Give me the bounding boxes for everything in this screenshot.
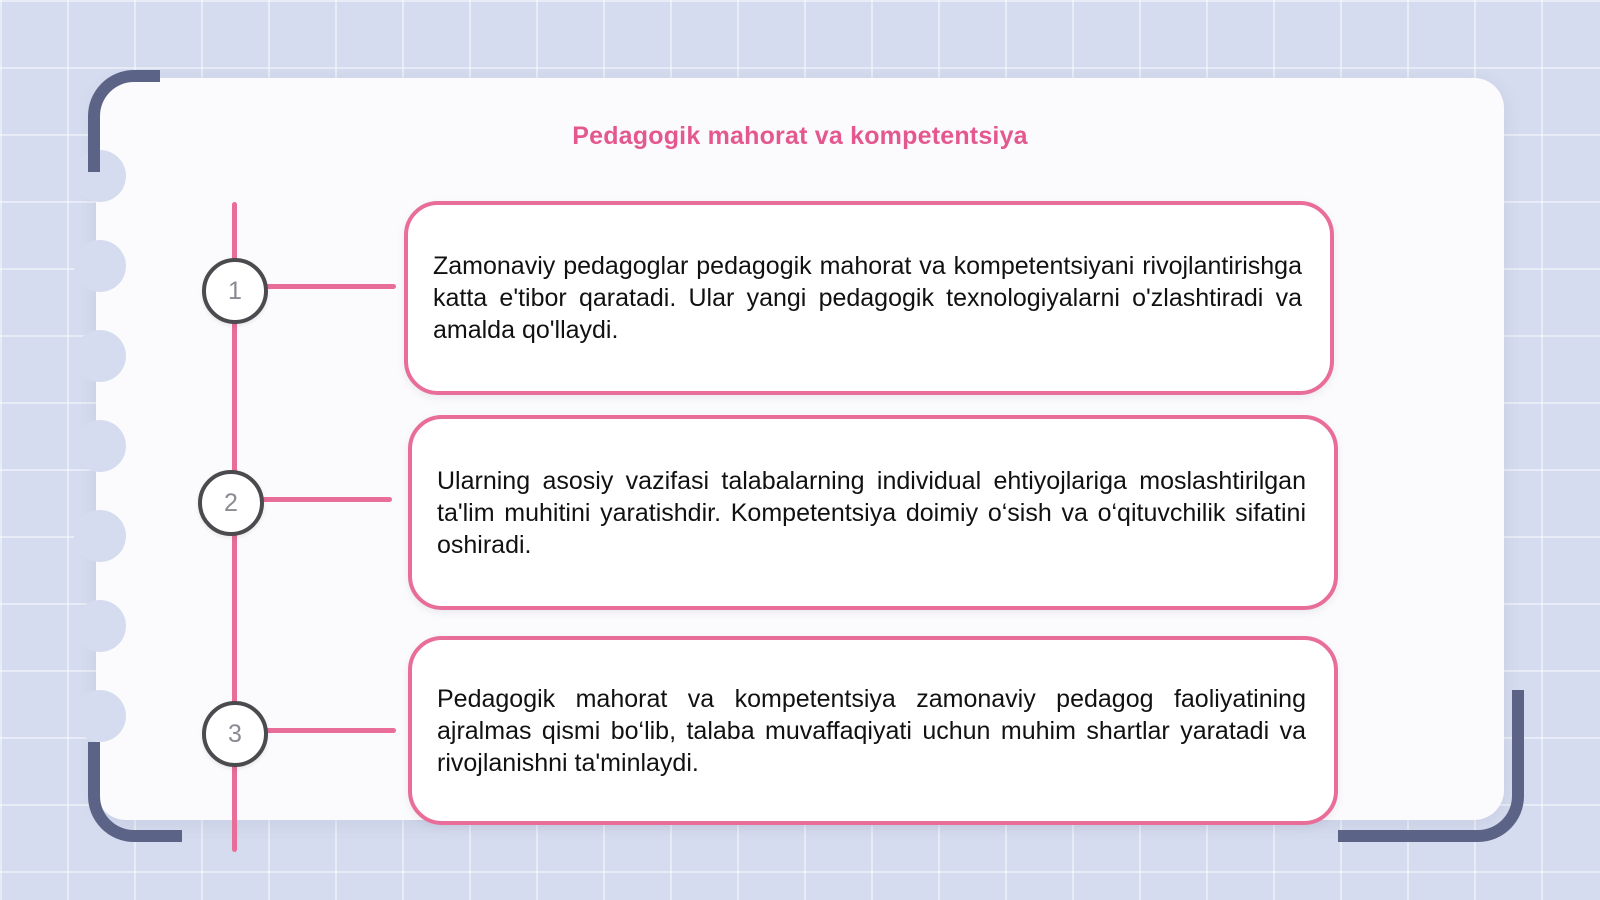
timeline-connector: [260, 497, 392, 502]
timeline-connector: [264, 728, 396, 733]
notebook-hole: [74, 420, 126, 472]
step-description: Pedagogik mahorat va kompetentsiya zamonaviy pedagog faoliyatining ajralmas qismi bo‘lib, talaba muvaffaqiyati uchun muhim shartlar yaratadi va rivojlanishni ta'minlaydi.: [437, 684, 1306, 777]
slide-title: Pedagogik mahorat va kompetentsiya: [572, 122, 1028, 150]
step-text-box: [404, 201, 1334, 395]
corner-bracket-top-left: [88, 70, 160, 172]
notebook-hole: [74, 690, 126, 742]
step-description: Zamonaviy pedagoglar pedagogik mahorat va kompetentsiyani rivojlantirishga katta e'tibor qaratadi. Ular yangi pedagogik texnologiyalarni o'zlashtiradi va amalda qo'llaydi.: [433, 252, 1302, 344]
timeline-connector: [264, 284, 396, 289]
notebook-hole: [74, 330, 126, 382]
notebook-hole: [74, 240, 126, 292]
step-text-box: [408, 636, 1338, 825]
step-number-badge: 2: [198, 470, 264, 536]
step-number-badge: 1: [202, 258, 268, 324]
step-number-badge: 3: [202, 701, 268, 767]
notebook-hole: [74, 510, 126, 562]
step-description: Ularning asosiy vazifasi talabalarning individual ehtiyojlariga moslashtirilgan ta'lim muhitini yaratishdir. Kompetentsiya doimiy o‘sish va o‘qituvchilik sifatini oshiradi.: [437, 466, 1306, 559]
corner-bracket-bottom-left: [88, 742, 182, 842]
notebook-hole: [74, 600, 126, 652]
corner-bracket-bottom-right: [1338, 690, 1524, 842]
step-text-box: [408, 415, 1338, 610]
